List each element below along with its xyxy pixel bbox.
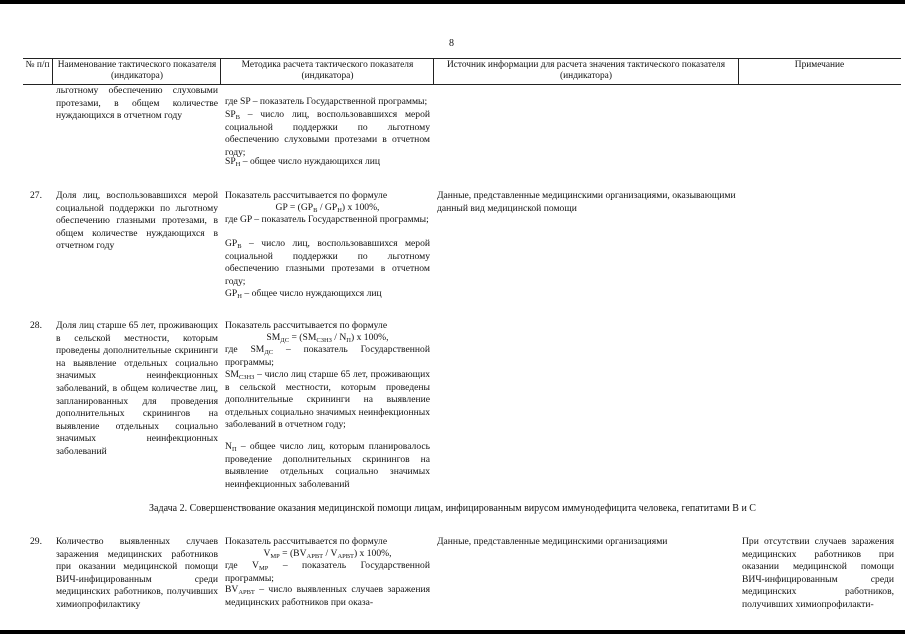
header-name: Наименование тактического показателя (индикатора) — [57, 60, 217, 81]
row-method-line: Показатель рассчитывается по формуле — [225, 536, 388, 547]
header-top-rule — [23, 58, 901, 59]
header-divider — [220, 58, 221, 84]
row-method-line: $SP_Н$ – общее число нуждающихся лиц — [225, 156, 381, 168]
row-note: При отсутствии случаев заражения медицинских работников при оказании медицинской помощи ВИЧ-инфицированным среди медицинских работников, получивших химиопрофилакти- — [742, 536, 894, 610]
row-formula: $V_{МР} = (BV_{АРВТ} / V_{АРВТ})$ х 100%, — [263, 548, 392, 560]
header-divider — [738, 58, 739, 84]
header-note: Примечание — [794, 60, 845, 70]
row-source: Данные, представленные медицинскими организациями — [437, 536, 668, 547]
header-divider — [52, 58, 53, 84]
row-method-line: $BV_{АРВТ}$ – число выявленных случаев заражения медицинских работников при оказа- — [225, 584, 430, 608]
row-indicator-name: Количество выявленных случаев заражения медицинских работников при оказании медицинской помощи ВИЧ-инфицированным среди медицинских работников, получивших химиопрофилактику — [56, 536, 218, 610]
row-source: Данные, представленные медицинскими организациями, оказывающими данный вид медицинской помощи — [437, 190, 736, 214]
row-method-line: где $SM_{ДС}$ – показатель Государственной программы; — [225, 344, 430, 368]
row-method-line: $N_П$ – общее число лиц, которым планировалось проведение дополнительных скринингов на выявление отдельных социально значимых неинфекционных заболеваний — [225, 441, 430, 490]
row-method-line: Показатель рассчитывается по формуле — [225, 320, 388, 331]
task-heading: Задача 2. Совершенствование оказания медицинской помощи лицам, инфицированным вирусом иммунодефицита человека, гепатитами В и С — [149, 503, 756, 514]
row-number: 29. — [30, 536, 42, 547]
row-method-line: где SP – показатель Государственной программы; — [225, 96, 428, 107]
row-method-line: $GP_Н$ – общее число нуждающихся лиц — [225, 288, 382, 300]
header-divider — [433, 58, 434, 84]
row-indicator-name: Доля лиц старше 65 лет, проживающих в сельской местности, которым проведены дополнительные скрининги на выявление отдельных социально значимых неинфекционных заболеваний, в общем количестве лиц, запланированных для проведения дополнительных скринингов на выявление отдельных социально значимых неинфекционных заболеваний — [56, 320, 218, 457]
top-border — [0, 0, 905, 4]
header-source: Источник информации для расчета значения тактического показателя (индикатора) — [446, 60, 726, 81]
bottom-border — [0, 630, 905, 634]
row-method-line: $GP_В$ – число лиц, воспользовавшихся мерой социальной поддержки по льготному обеспечению глазными протезами в отчетном году; — [225, 238, 430, 287]
row-method-line: где GP – показатель Государственной программы; — [225, 214, 429, 225]
page-number: 8 — [449, 38, 454, 49]
row-method-line: $SP_В$ – число лиц, воспользовавшихся мерой социальной поддержки по льготному обеспечению слуховыми протезами в отчетном году; — [225, 109, 430, 158]
header-no: № п/п — [25, 60, 50, 70]
header-method: Методика расчета тактического показателя (индикатора) — [241, 60, 414, 81]
row-formula: GP = $(GP_В / GP_Н)$ х 100%, — [275, 202, 380, 214]
row-method-line: $SM_{СЗНЗ}$ – число лиц старше 65 лет, проживающих в сельской местности, которым проведены дополнительные скрининги на выявление отдельных социально значимых неинфекционных заболеваний в отчетном году; — [225, 369, 430, 431]
row-number: 28. — [30, 320, 42, 331]
row-method-line: Показатель рассчитывается по формуле — [225, 190, 388, 201]
row-number: 27. — [30, 190, 42, 201]
row-method-line: где $V_{МР}$ – показатель Государственной программы; — [225, 560, 430, 584]
row-formula: $SM_{ДС} = (SM_{СЗНЗ} / N_П)$ х 100%, — [266, 332, 389, 344]
row-indicator-name: льготному обеспечению слуховыми протезами, в общем количестве нуждающихся в отчетном году — [56, 85, 218, 122]
row-indicator-name: Доля лиц, воспользовавшихся мерой социальной поддержки по льготному обеспечению глазными протезами, в общем количестве нуждающихся в отчетном году — [56, 190, 218, 252]
